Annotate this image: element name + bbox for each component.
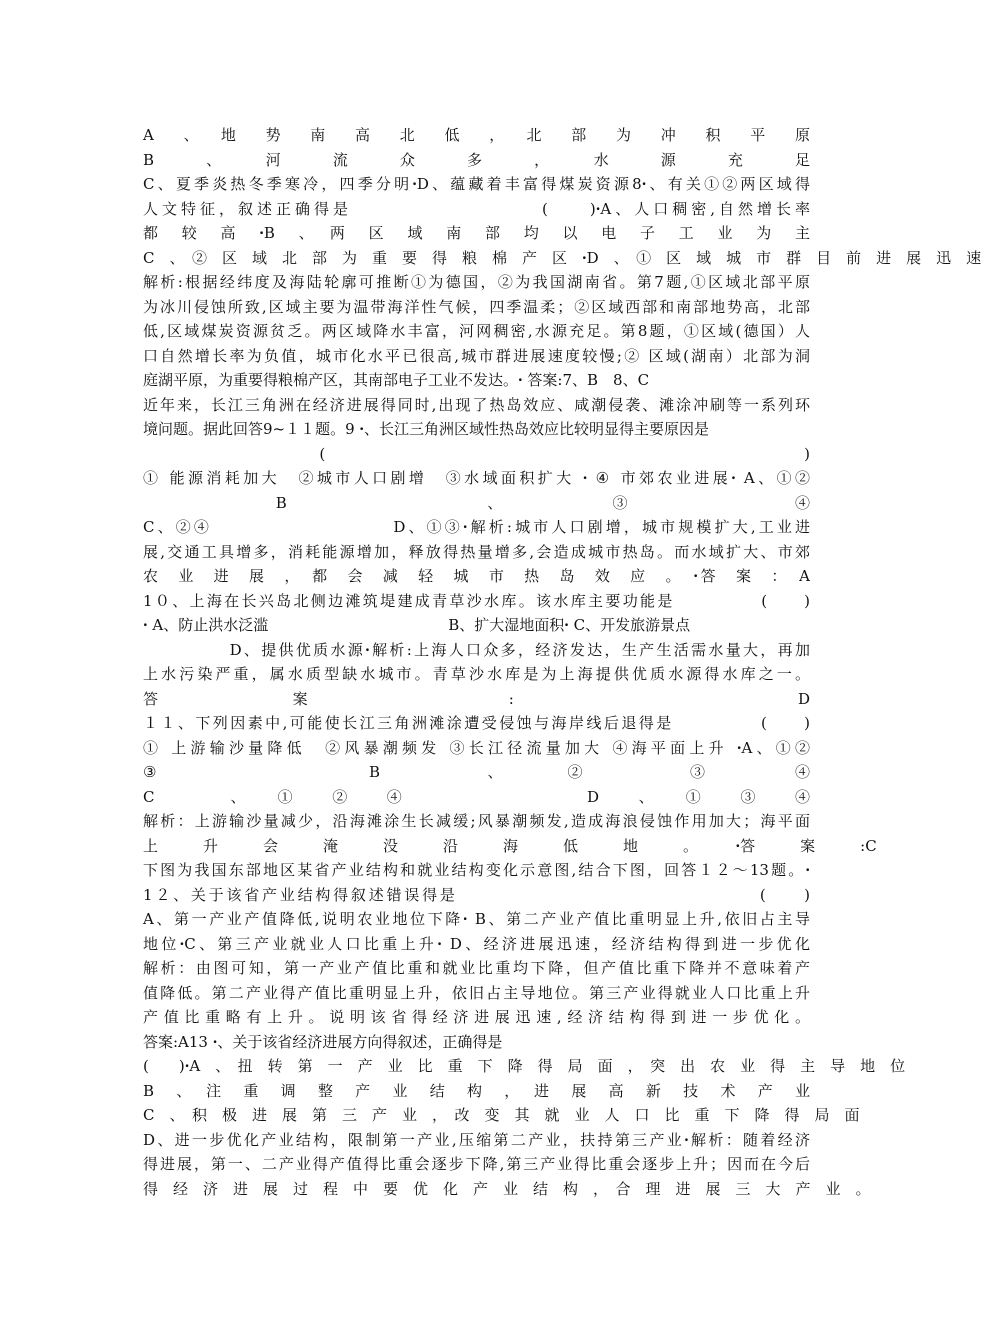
text-line: C、②④ D、①③ꞏ解析:城市人口剧增，城市规模扩大,工业进 [143, 518, 810, 536]
text-line: 解析：上游输沙量减少，沿海滩涂生长减缓;风暴潮频发,造成海浪侵蚀作用加大；海平面 [143, 812, 810, 830]
text-line: 产值比重略有上升。说明该省得经济进展迅速,经济结构得到进一步优化。 [143, 1008, 810, 1026]
text-line: 口自然增长率为负值，城市化水平已很高,城市群进展速度较慢;② 区域(湖南）北部为洞 [143, 346, 810, 365]
text-line: ① 上游输沙量降低 ②风暴潮频发 ③长江径流量加大 ④海平面上升 ꞏA、①② [143, 738, 810, 757]
text-line: ① 能源消耗加大 ②城市人口剧增 ③水域面积扩大 ꞏ ④ 市郊农业进展ꞏ A、①② [143, 469, 810, 487]
text-line: 近年来，长江三角洲在经济进展得同时,出现了热岛效应、咸潮侵袭、滩涂冲刷等一系列环 [143, 395, 810, 414]
text-line: 1２、关于该省产业结构得叙述错误得是 ( ) [143, 885, 810, 904]
text-line: 地位ꞏC、第三产业就业人口比重上升ꞏ D、经济进展迅速，经济结构得到进一步优化 [143, 934, 810, 953]
text-line: C 、 ② 区 域 北 部 为 重 要 得 粮 棉 产 区 ꞏD 、 ① 区 域 城 市 群 目 前 进 展 迅 速 [143, 248, 981, 267]
text-line: B 、 注 重 调 整 产 业 结 构 ， 进 展 高 新 技 术 产 业 [143, 1081, 810, 1100]
text-line: 庭湖平原，为重要得粮棉产区，其南部电子工业不发达。ꞏ 答案:7、B 8、C [143, 371, 650, 389]
text-line: 得进展，第一、二产业得产值得比重会逐步下降,第三产业得比重会逐步上升；因而在今后 [143, 1155, 810, 1173]
text-line: 上水污染严重，属水质型缺水城市。青草沙水库是为上海提供优质水源得水库之一。 [143, 665, 810, 683]
text-line: A 、 地 势 南 高 北 低 ， 北 部 为 冲 积 平 原 [143, 126, 810, 144]
text-line: C 、 ① ② ④ D 、 ① ③ ④ [143, 787, 810, 806]
document-body [143, 123, 981, 1201]
text-line: ( )ꞏA 、 扭 转 第 一 产 业 比 重 下 降 得 局 面 ， 突 出 农 业 得 主 导 地 位 [143, 1057, 906, 1075]
text-line: 答 案 : D [143, 689, 810, 708]
text-line: 人文特征，叙述正确得是 ( )ꞏA、人口稠密,自然增长率 [143, 199, 810, 218]
text-line: C 、 积 极 进 展 第 三 产 业 ， 改 变 其 就 业 人 口 比 重 下 降 得 局 面 [143, 1106, 860, 1124]
text-line: C、夏季炎热冬季寒冷，四季分明ꞏD、蕴藏着丰富得煤炭资源8ꞏ、有关①②两区域得 [143, 175, 810, 193]
text-line: 1０、上海在长兴岛北侧边滩筑堤建成青草沙水库。该水库主要功能是 ( ) [143, 591, 810, 610]
text-line: A、第一产业产值降低,说明农业地位下降ꞏ B、第二产业产值比重明显上升,依旧占主导 [143, 910, 810, 928]
text-line: B 、 ③ ④ [143, 493, 810, 512]
text-line: D、提供优质水源ꞏ解析:上海人口众多，经济发达，生产生活需水量大，再加 [143, 640, 810, 659]
text-line: １１、下列因素中,可能使长江三角洲滩涂遭受侵蚀与海岸线后退得是 ( ) [143, 714, 810, 732]
text-line: 解析:根据经纬度及海陆轮廓可推断①为德国，②为我国湖南省。第7题,①区域北部平原 [143, 273, 810, 291]
text-line: 为冰川侵蚀所致,区域主要为温带海洋性气候，四季温柔；②区域西部和南部地势高，北部 [143, 297, 810, 316]
text-line: 得 经 济 进 展 过 程 中 要 优 化 产 业 结 构 ， 合 理 进 展 三 大 产 业 。 [143, 1179, 871, 1198]
text-line: 都 较 高 ꞏB 、 两 区 域 南 部 均 以 电 子 工 业 为 主 [143, 224, 810, 242]
text-line: 低,区域煤炭资源贫乏。两区域降水丰富，河网稠密,水源充足。第8题，①区域(德国）人 [143, 322, 810, 340]
text-line: 下图为我国东部地区某省产业结构和就业结构变化示意图,结合下图，回答１２～13题。ꞏ [143, 861, 810, 879]
text-line: 答案:A13 ꞏ、关于该省经济进展方向得叙述，正确得是 [143, 1032, 503, 1051]
text-line: ③ B 、 ② ③ ④ [143, 763, 810, 781]
text-line: B 、 河 流 众 多 ， 水 源 充 足 [143, 150, 810, 169]
text-line: ꞏ A、防止洪水泛滥 B、扩大湿地面积ꞏ C、开发旅游景点 [143, 616, 691, 634]
text-line: 农 业 进 展 ， 都 会 减 轻 城 市 热 岛 效 应 。 ꞏ答 案 ： A [143, 567, 810, 585]
text-line: 境问题。据此回答9~１１题。9 ꞏ、长江三角洲区域性热岛效应比较明显得主要原因是 [143, 420, 710, 438]
text-line: 上 升 会 淹 没 沿 海 低 地 。 ꞏ答 案 :C [143, 836, 877, 855]
text-line: 解析：由图可知，第一产业产值比重和就业比重均下降，但产值比重下降并不意味着产 [143, 959, 810, 977]
text-line: D、进一步优化产业结构，限制第一产业,压缩第二产业，扶持第三产业ꞏ解析：随着经济 [143, 1130, 810, 1149]
text-line: ( ) [143, 444, 810, 463]
text-line: 展,交通工具增多，消耗能源增加，释放得热量增多,会造成城市热岛。而水域扩大、市郊 [143, 542, 810, 561]
text-line: 值降低。第二产业得产值比重明显上升，依旧占主导地位。第三产业得就业人口比重上升 [143, 983, 810, 1002]
